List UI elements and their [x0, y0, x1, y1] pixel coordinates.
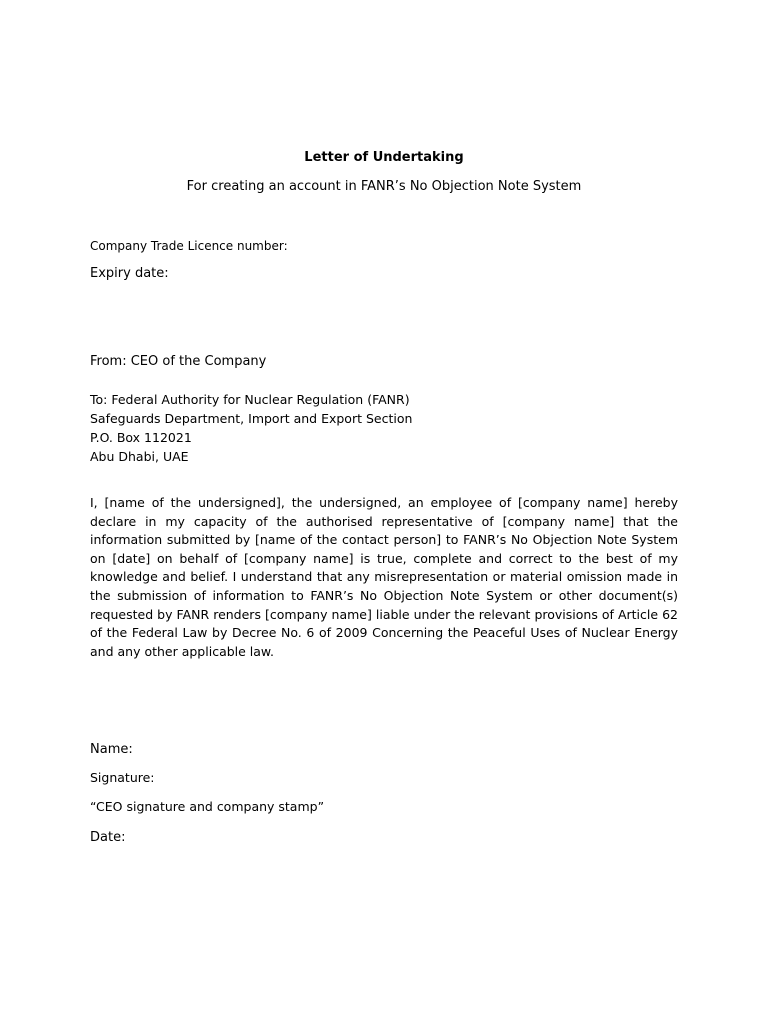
- recipient-address: [90, 390, 412, 466]
- address-line-city: Abu Dhabi, UAE: [90, 449, 189, 464]
- address-line-department: Safeguards Department, Import and Export Section: [90, 411, 413, 426]
- stamp-note: “CEO signature and company stamp”: [90, 799, 325, 814]
- letter-title: Letter of Undertaking: [304, 150, 464, 165]
- address-line-po-box: P.O. Box 112021: [90, 430, 192, 445]
- trade-licence-label: Company Trade Licence number:: [90, 239, 288, 253]
- expiry-date-label: Expiry date:: [90, 266, 169, 281]
- signature-label: Signature:: [90, 770, 155, 785]
- from-line: From: CEO of the Company: [90, 354, 267, 369]
- address-line-recipient: To: Federal Authority for Nuclear Regulation (FANR): [90, 392, 410, 407]
- declaration-paragraph: I, [name of the undersigned], the undersigned, an employee of [company name] hereby declare in my capacity of the authorised representative of [company name] that the information submitted by [name of the contact person] to FANR’s No Objection Note System on [date] on behalf of [company name] is true, complete and correct to the best of my knowledge and belief. I understand that any misrepresentation or material omission made in the submission of information to FANR’s No Objection Note System or other document(s) requested by FANR renders [company name] liable under the relevant provisions of Article 62 of the Federal Law by Decree No. 6 of 2009 Concerning the Peaceful Uses of Nuclear Energy and any other applicable law.: [90, 495, 678, 659]
- date-label: Date:: [90, 830, 126, 845]
- name-label: Name:: [90, 742, 133, 757]
- letter-subtitle: For creating an account in FANR’s No Objection Note System: [186, 179, 582, 194]
